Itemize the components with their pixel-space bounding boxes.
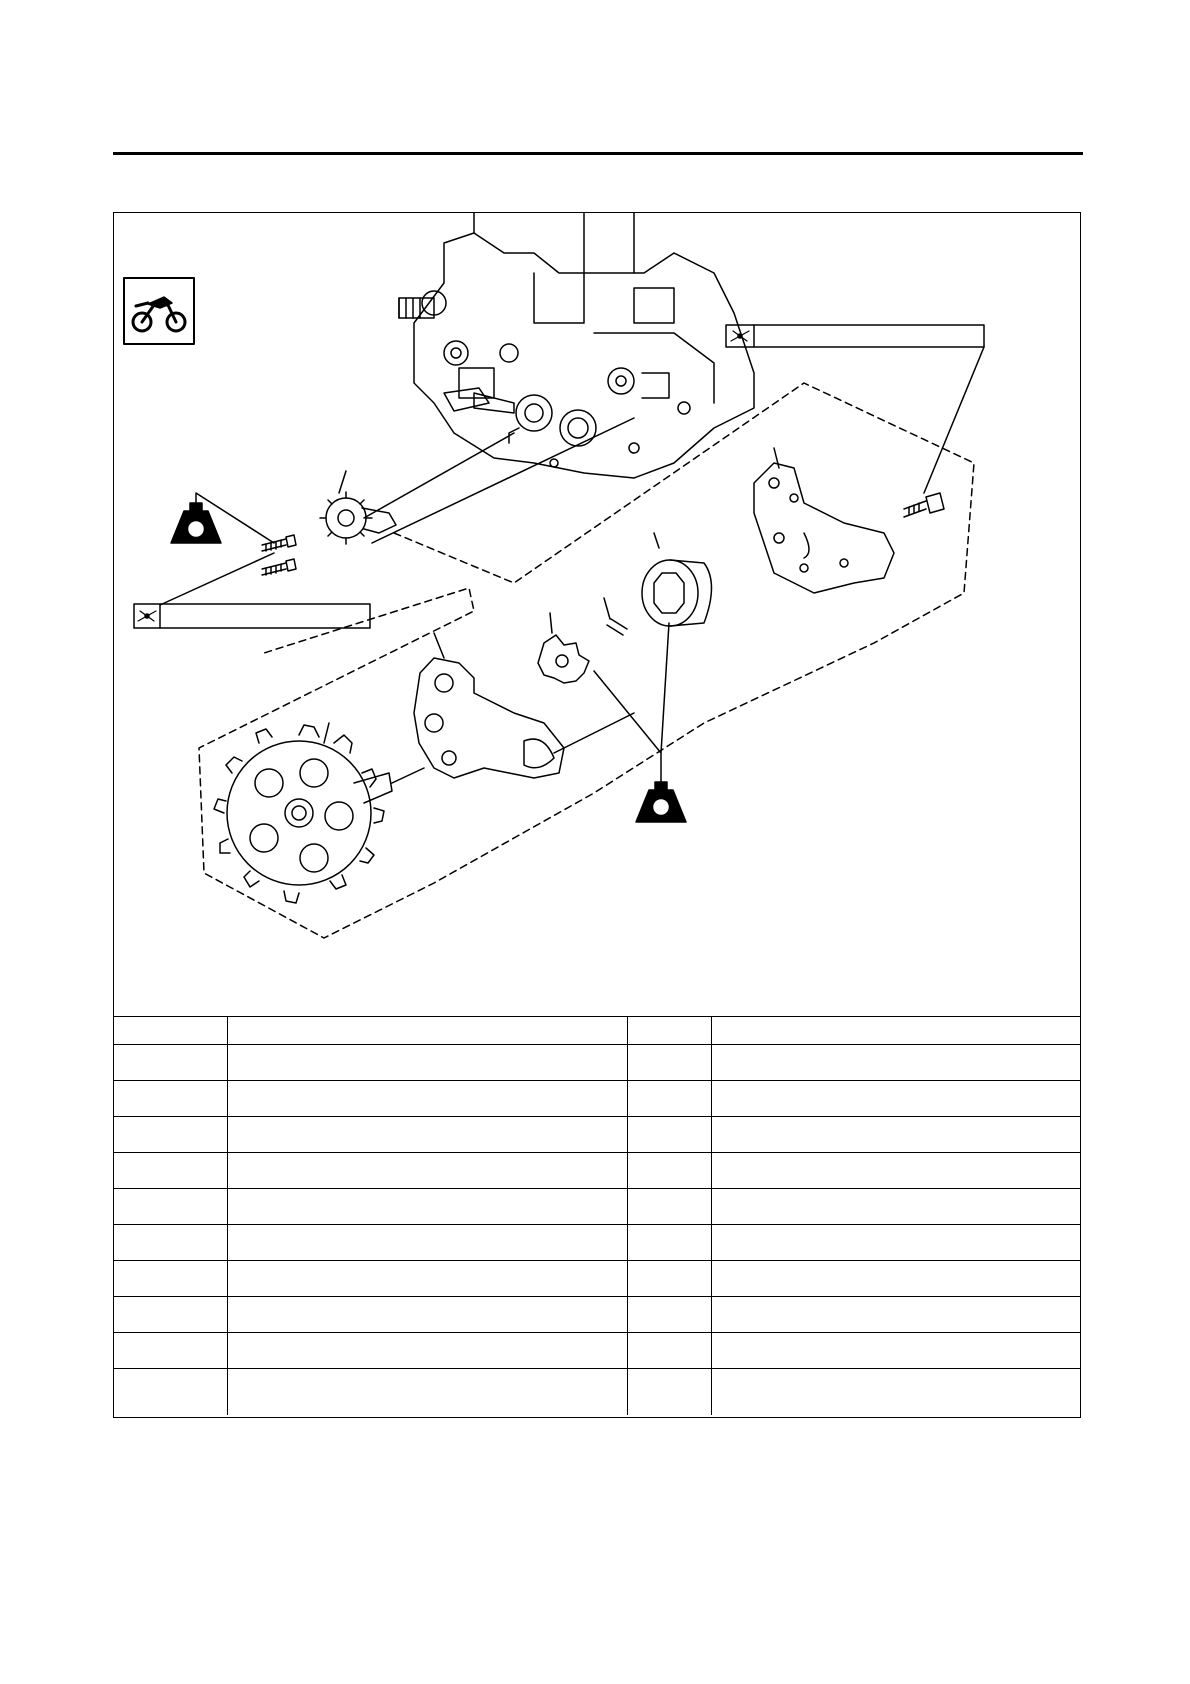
- table-cell: [711, 1081, 1080, 1117]
- table-row: [114, 1117, 1080, 1153]
- axis-line-housing-cover: [554, 713, 634, 753]
- table-cell: [627, 1333, 711, 1369]
- table-cell: [114, 1297, 227, 1333]
- table-cell: [711, 1117, 1080, 1153]
- exploded-group-outline: [199, 383, 974, 938]
- table-cell: [227, 1297, 627, 1333]
- table-cell: [227, 1261, 627, 1297]
- table-cell: [711, 1153, 1080, 1189]
- outer-rotor: [642, 533, 712, 626]
- table-cell: [227, 1017, 627, 1045]
- table-cell: [627, 1117, 711, 1153]
- table-cell: [711, 1225, 1080, 1261]
- table-row: [114, 1081, 1080, 1117]
- table-cell: [627, 1225, 711, 1261]
- table-cell: [227, 1225, 627, 1261]
- table-cell: [227, 1333, 627, 1369]
- table-cell: [227, 1081, 627, 1117]
- oil-bottle-icon-left: [171, 493, 274, 543]
- procedure-frame: [113, 212, 1081, 1418]
- bolt-upper-left: [262, 535, 296, 551]
- table-cell: [627, 1017, 711, 1045]
- table-cell: [627, 1153, 711, 1189]
- table-cell: [114, 1261, 227, 1297]
- table-cell: [114, 1153, 227, 1189]
- table-cell: [627, 1297, 711, 1333]
- table-cell: [711, 1261, 1080, 1297]
- shaft-axis-line-2: [372, 418, 634, 543]
- table-row: [114, 1297, 1080, 1333]
- shaft-axis-line: [364, 433, 514, 518]
- table-cell: [627, 1045, 711, 1081]
- table-cell: [711, 1045, 1080, 1081]
- table-row: [114, 1333, 1080, 1369]
- exploded-view-figure: [114, 213, 1082, 1018]
- table-cell: [227, 1045, 627, 1081]
- oil-pump-drive-gear-small: [320, 471, 396, 544]
- oil-pump-cover: [754, 448, 894, 593]
- table-row: [114, 1261, 1080, 1297]
- table-row: [114, 1045, 1080, 1081]
- table-cell: [227, 1189, 627, 1225]
- table-cell: [711, 1017, 1080, 1045]
- table-row: [114, 1153, 1080, 1189]
- oil-pump-driven-gear: [214, 723, 392, 903]
- table-cell: [114, 1189, 227, 1225]
- table-cell: [114, 1225, 227, 1261]
- table-cell: [627, 1369, 711, 1416]
- table-cell: [227, 1117, 627, 1153]
- table-cell: [627, 1081, 711, 1117]
- dowel-pin: [604, 598, 627, 635]
- table-cell: [627, 1189, 711, 1225]
- table-cell: [627, 1261, 711, 1297]
- table-cell: [227, 1369, 627, 1416]
- leader-lower-torque: [160, 553, 274, 605]
- leader-upper-torque: [924, 347, 984, 493]
- table-row: [114, 1017, 1080, 1045]
- table-cell: [711, 1189, 1080, 1225]
- table-cell: [227, 1153, 627, 1189]
- table-cell: [711, 1297, 1080, 1333]
- table-cell: [114, 1333, 227, 1369]
- motorcycle-icon: [124, 278, 194, 344]
- table-row: [114, 1225, 1080, 1261]
- table-cell: [114, 1369, 227, 1416]
- table-row: [114, 1369, 1080, 1416]
- bolt-right: [904, 493, 944, 517]
- table-cell: [711, 1333, 1080, 1369]
- table-cell: [114, 1045, 227, 1081]
- header-rule: [113, 152, 1083, 155]
- bolt-lower-left: [262, 559, 296, 575]
- axis-line-gear-housing: [392, 768, 424, 783]
- table-cell: [114, 1081, 227, 1117]
- engine-crankcase: [399, 213, 754, 478]
- oil-bottle-icon-center: [594, 623, 686, 822]
- table-cell: [114, 1117, 227, 1153]
- torque-spec-box-lower: [134, 604, 370, 628]
- inner-rotor: [538, 613, 589, 683]
- table-cell: [114, 1017, 227, 1045]
- table-row: [114, 1189, 1080, 1225]
- torque-spec-box-upper: [726, 325, 984, 347]
- parts-specification-table: [114, 1016, 1080, 1415]
- table-cell: [711, 1369, 1080, 1416]
- oil-pump-housing: [414, 633, 564, 778]
